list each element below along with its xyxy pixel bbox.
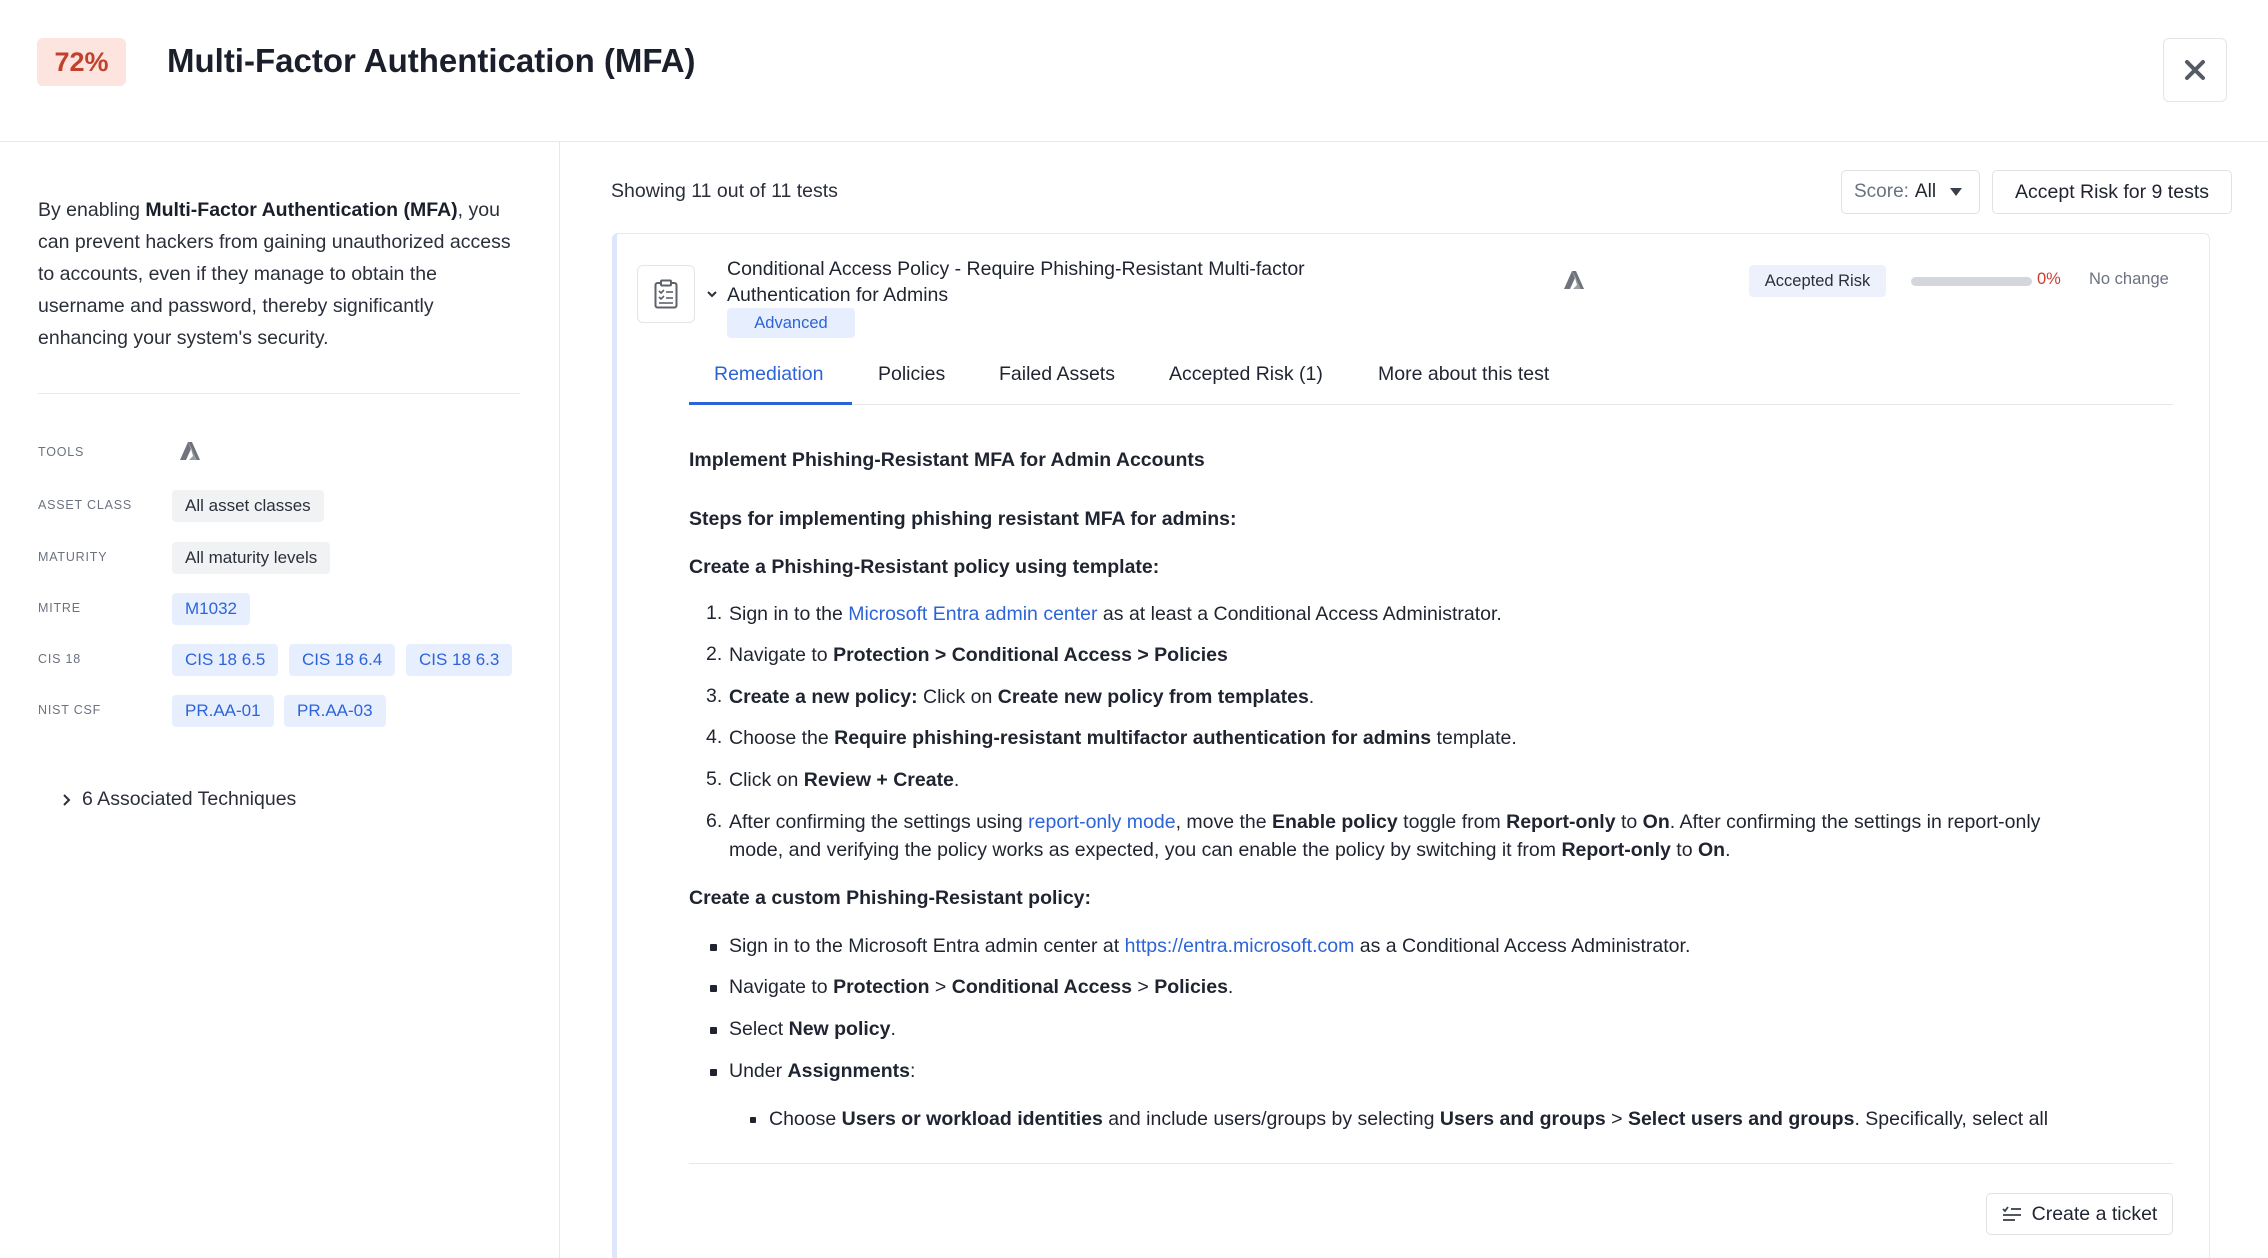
step-1: Sign in to the Microsoft Entra admin center as at least a Conditional Access Administrator. [729, 603, 1502, 625]
step-6-continued: mode, and verifying the policy works as expected, you can enable the policy by switching it from Report-only to On. [729, 839, 1731, 861]
bullet [710, 1069, 717, 1076]
maturity-label: MATURITY [38, 550, 108, 564]
custom-step-4: Under Assignments: [729, 1060, 916, 1082]
bullet [710, 944, 717, 951]
mitre-label: MITRE [38, 601, 81, 615]
custom-step-5: Choose Users or workload identities and include users/groups by selecting Users and groups > Select users and groups. Specifically, select all [769, 1108, 2049, 1130]
cis18-chip[interactable]: CIS 18 6.5 [172, 644, 278, 676]
step-4: Choose the Require phishing-resistant multifactor authentication for admins template. [729, 727, 1517, 749]
dialog-header [0, 0, 2268, 142]
nist-label: NIST CSF [38, 703, 102, 717]
nist-chip[interactable]: PR.AA-03 [284, 695, 386, 727]
divider [38, 393, 520, 394]
associated-techniques-label: 6 Associated Techniques [82, 788, 297, 810]
accept-risk-button[interactable]: Accept Risk for 9 tests [1992, 170, 2232, 214]
template-heading: Create a Phishing-Resistant policy using template: [689, 556, 1160, 578]
step-number: 5. [706, 768, 723, 790]
score-filter-select[interactable] [1841, 170, 1980, 214]
score-filter-value: All [1914, 181, 1937, 202]
mitre-chip[interactable]: M1032 [172, 593, 250, 625]
score-percent: 0% [2037, 270, 2061, 288]
step-5: Click on Review + Create. [729, 769, 960, 791]
test-tabs [689, 363, 2173, 405]
bullet [710, 1027, 717, 1034]
chevron-down-icon[interactable] [706, 290, 718, 299]
maturity-tag: Advanced [727, 308, 855, 338]
cis18-chip[interactable]: CIS 18 6.4 [289, 644, 395, 676]
score-badge: 72% [37, 38, 126, 86]
azure-icon [179, 441, 201, 461]
status-badge: Accepted Risk [1749, 265, 1886, 297]
divider [689, 1163, 2173, 1164]
entra-url-link[interactable]: https://entra.microsoft.com [1124, 935, 1355, 957]
entra-admin-link[interactable]: Microsoft Entra admin center [848, 603, 1098, 625]
tab-remediation[interactable]: Remediation [689, 363, 852, 405]
close-icon [2184, 59, 2206, 81]
step-number: 2. [706, 643, 723, 665]
details-sidebar [0, 142, 560, 1258]
nist-chip[interactable]: PR.AA-01 [172, 695, 274, 727]
tab-accepted-risk[interactable]: Accepted Risk (1) [1169, 363, 1323, 385]
asset-class-chip: All asset classes [172, 490, 324, 522]
create-ticket-button[interactable] [1986, 1193, 2173, 1235]
step-6: After confirming the settings using report-only mode, move the Enable policy toggle from Report-only to On. After confirming the settings in report-only [729, 811, 2041, 833]
clipboard-icon [654, 279, 678, 309]
steps-heading: Steps for implementing phishing resistant MFA for admins: [689, 508, 1237, 530]
tab-failed-assets[interactable]: Failed Assets [999, 363, 1115, 385]
bullet [750, 1117, 756, 1123]
caret-down-icon [1950, 188, 1962, 196]
results-count: Showing 11 out of 11 tests [611, 180, 838, 202]
associated-techniques-toggle[interactable] [62, 788, 296, 811]
tools-label: TOOLS [38, 445, 85, 459]
create-ticket-label: Create a ticket [2031, 1202, 2158, 1225]
score-filter-label: Score: [1854, 181, 1909, 202]
tab-policies[interactable]: Policies [878, 363, 946, 385]
cis18-label: CIS 18 [38, 652, 82, 666]
custom-step-3: Select New policy. [729, 1018, 896, 1040]
tab-more-about[interactable]: More about this test [1378, 363, 1550, 385]
step-number: 1. [706, 602, 723, 624]
close-button[interactable] [2163, 38, 2227, 102]
custom-step-1: Sign in to the Microsoft Entra admin center at https://entra.microsoft.com as a Conditional Access Administrator. [729, 935, 1691, 957]
step-number: 6. [706, 810, 723, 832]
step-number: 4. [706, 726, 723, 748]
azure-icon [1563, 270, 1585, 290]
cis18-chip[interactable]: CIS 18 6.3 [406, 644, 512, 676]
custom-step-2: Navigate to Protection > Conditional Access > Policies. [729, 976, 1234, 998]
bullet [710, 985, 717, 992]
test-name[interactable]: Conditional Access Policy - Require Phishing-Resistant Multi-factor Authentication for Admins [727, 258, 1305, 306]
page-title: Multi-Factor Authentication (MFA) [167, 42, 696, 79]
score-progress-bar [1911, 277, 2032, 286]
asset-class-label: ASSET CLASS [38, 498, 133, 512]
description: By enabling Multi-Factor Authentication (MFA), you can prevent hackers from gaining unauthorized access to accounts, even if they manage to obtain the username and password, thereby significantly enhancing your system's security. [38, 199, 511, 349]
test-type-icon-box [637, 265, 695, 323]
step-2: Navigate to Protection > Conditional Access > Policies [729, 644, 1228, 666]
chevron-right-icon [62, 793, 72, 807]
report-only-link[interactable]: report-only mode [1028, 811, 1176, 833]
custom-heading: Create a custom Phishing-Resistant policy: [689, 887, 1092, 909]
step-number: 3. [706, 685, 723, 707]
maturity-chip: All maturity levels [172, 542, 330, 574]
score-change: No change [2089, 270, 2169, 288]
step-3: Create a new policy: Click on Create new policy from templates. [729, 686, 1315, 708]
ticket-list-icon [2002, 1206, 2022, 1222]
remediation-heading: Implement Phishing-Resistant MFA for Admin Accounts [689, 449, 1205, 471]
